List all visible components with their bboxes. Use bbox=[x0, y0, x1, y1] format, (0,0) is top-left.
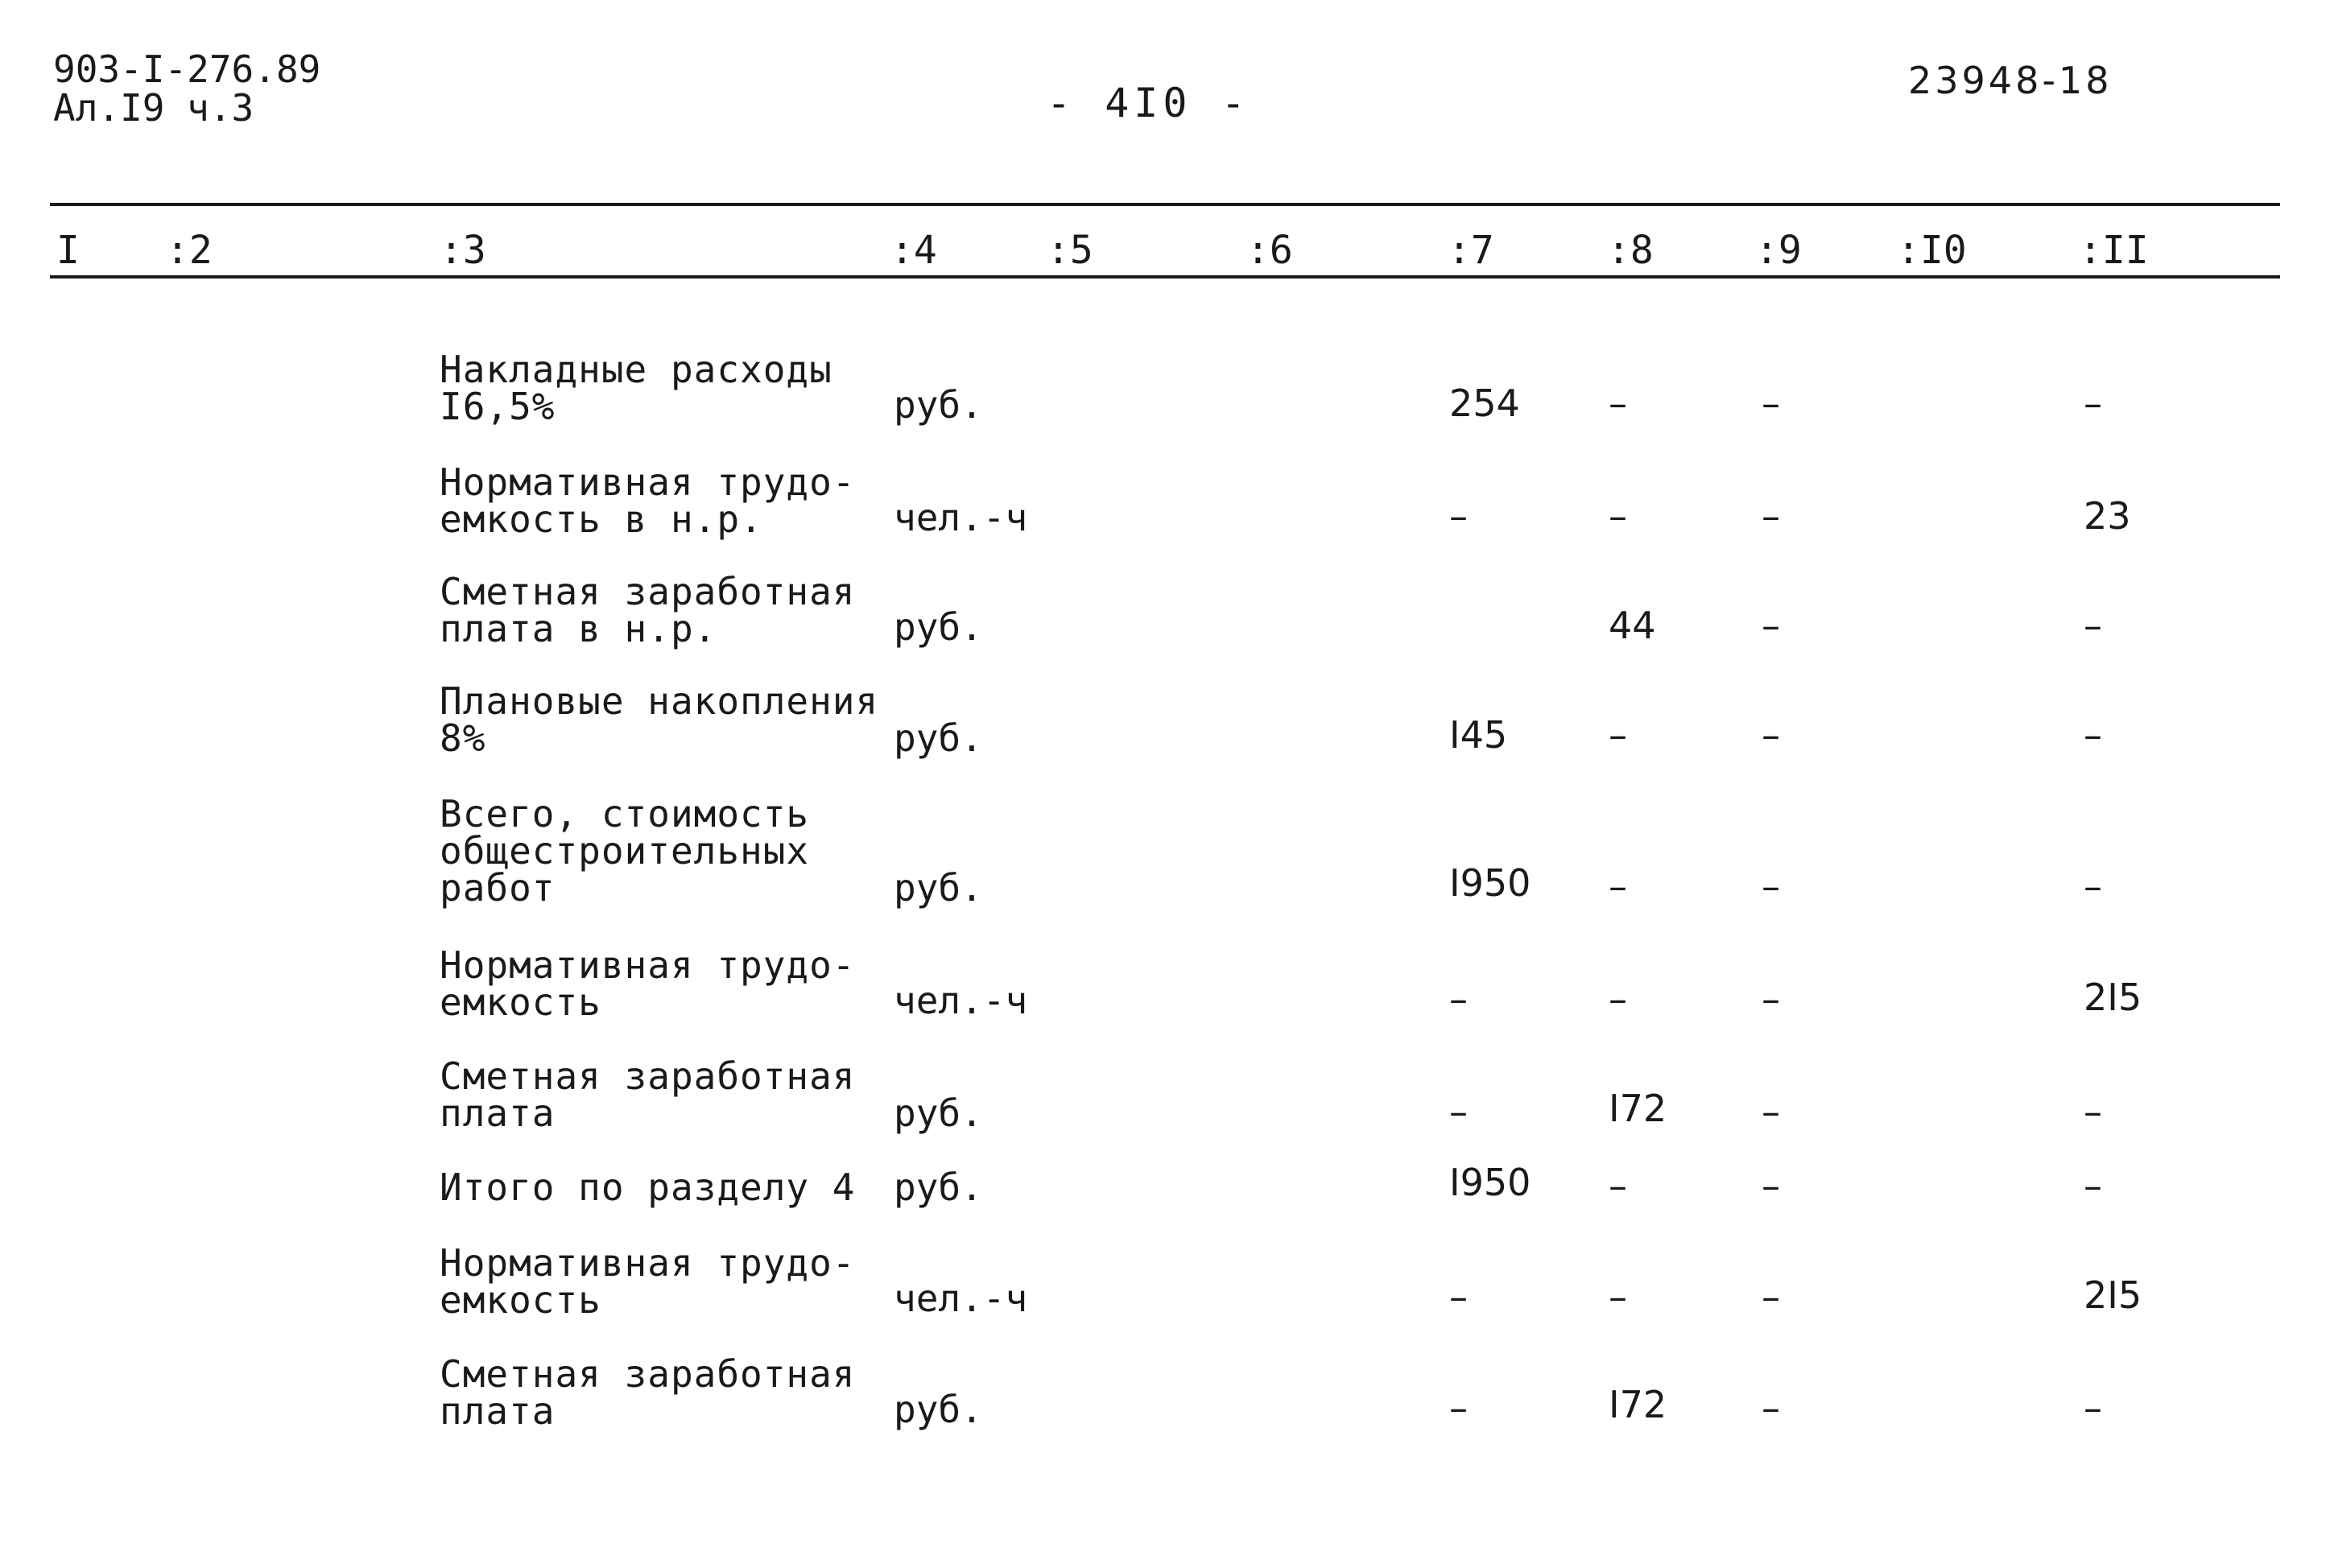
row-2-unit: чел.-ч bbox=[894, 496, 1028, 539]
column-header-1: I bbox=[56, 228, 80, 273]
row-7-col7: – bbox=[1449, 1090, 1468, 1133]
column-header-10: :I0 bbox=[1897, 228, 1967, 273]
row-7-unit: руб. bbox=[894, 1091, 983, 1135]
row-2-col7: – bbox=[1449, 494, 1468, 538]
column-header-3: :3 bbox=[440, 228, 486, 273]
row-1-col9: – bbox=[1762, 382, 1780, 425]
row-4-col9: – bbox=[1762, 713, 1780, 757]
column-header-11: :II bbox=[2079, 228, 2149, 273]
column-header-2: :2 bbox=[166, 228, 213, 273]
row-1-col8: – bbox=[1609, 382, 1627, 425]
row-10-col7: – bbox=[1449, 1386, 1468, 1430]
row-2-col11: 23 bbox=[2084, 494, 2131, 538]
row-9-col7: – bbox=[1449, 1275, 1468, 1318]
row-8-description: Итого по разделу 4 bbox=[440, 1166, 856, 1209]
row-2-col9: – bbox=[1762, 494, 1780, 538]
row-1-col7: 254 bbox=[1449, 382, 1520, 425]
page-number: - 4I0 - bbox=[1047, 80, 1250, 126]
row-10-col9: – bbox=[1762, 1386, 1780, 1430]
row-1-unit: руб. bbox=[894, 383, 983, 427]
row-8-col7: I950 bbox=[1449, 1161, 1531, 1204]
column-header-4: :4 bbox=[890, 228, 937, 273]
album-part: Ал.I9 ч.3 bbox=[53, 86, 254, 130]
row-4-col7: I45 bbox=[1449, 713, 1508, 757]
row-5-col11: – bbox=[2084, 864, 2102, 908]
column-header-9: :9 bbox=[1755, 228, 1802, 273]
row-9-col8: – bbox=[1609, 1275, 1627, 1318]
column-header-8: :8 bbox=[1607, 228, 1654, 273]
table-header-rule bbox=[50, 275, 2280, 279]
row-4-unit: руб. bbox=[894, 716, 983, 760]
row-7-col8: I72 bbox=[1609, 1087, 1667, 1130]
row-7-col11: – bbox=[2084, 1090, 2102, 1133]
column-header-5: :5 bbox=[1047, 228, 1093, 273]
row-10-unit: руб. bbox=[894, 1388, 983, 1431]
row-8-col8: – bbox=[1609, 1164, 1627, 1207]
row-1-col11: – bbox=[2084, 382, 2102, 425]
column-header-6: :6 bbox=[1246, 228, 1293, 273]
row-5-col7: I950 bbox=[1449, 861, 1531, 905]
row-6-unit: чел.-ч bbox=[894, 979, 1028, 1022]
row-2-description: Нормативная трудо- емкость в н.р. bbox=[440, 460, 856, 541]
row-4-description: Плановые накопления 8% bbox=[440, 679, 879, 760]
row-3-unit: руб. bbox=[894, 605, 983, 649]
row-9-description: Нормативная трудо- емкость bbox=[440, 1241, 856, 1322]
inventory-number: 23948-18 bbox=[1908, 59, 2113, 102]
row-3-description: Сметная заработная плата в н.р. bbox=[440, 570, 856, 650]
row-6-col9: – bbox=[1762, 977, 1780, 1021]
row-8-col9: – bbox=[1762, 1164, 1780, 1207]
row-6-col8: – bbox=[1609, 977, 1627, 1021]
row-5-description: Всего, стоимость общестроительных работ bbox=[440, 792, 810, 910]
row-3-col9: – bbox=[1762, 604, 1780, 647]
row-7-description: Сметная заработная плата bbox=[440, 1054, 856, 1135]
row-5-col8: – bbox=[1609, 864, 1627, 908]
project-code: 903-I-276.89 bbox=[53, 47, 321, 91]
row-4-col11: – bbox=[2084, 713, 2102, 757]
row-4-col8: – bbox=[1609, 713, 1627, 757]
row-5-col9: – bbox=[1762, 864, 1780, 908]
row-9-col11: 2I5 bbox=[2084, 1273, 2142, 1317]
row-8-col11: – bbox=[2084, 1164, 2102, 1207]
row-6-col11: 2I5 bbox=[2084, 976, 2142, 1019]
row-5-unit: руб. bbox=[894, 866, 983, 910]
row-9-col9: – bbox=[1762, 1275, 1780, 1318]
row-10-col11: – bbox=[2084, 1386, 2102, 1430]
table-top-rule bbox=[50, 203, 2280, 206]
row-10-description: Сметная заработная плата bbox=[440, 1352, 856, 1433]
column-header-7: :7 bbox=[1448, 228, 1494, 273]
row-7-col9: – bbox=[1762, 1090, 1780, 1133]
row-9-unit: чел.-ч bbox=[894, 1277, 1028, 1320]
row-6-description: Нормативная трудо- емкость bbox=[440, 943, 856, 1024]
row-1-description: Накладные расходы I6,5% bbox=[440, 348, 832, 428]
row-10-col8: I72 bbox=[1609, 1383, 1667, 1426]
row-8-unit: руб. bbox=[894, 1166, 983, 1209]
row-3-col11: – bbox=[2084, 604, 2102, 647]
row-6-col7: – bbox=[1449, 977, 1468, 1021]
row-3-col8: 44 bbox=[1609, 604, 1656, 647]
row-2-col8: – bbox=[1609, 494, 1627, 538]
